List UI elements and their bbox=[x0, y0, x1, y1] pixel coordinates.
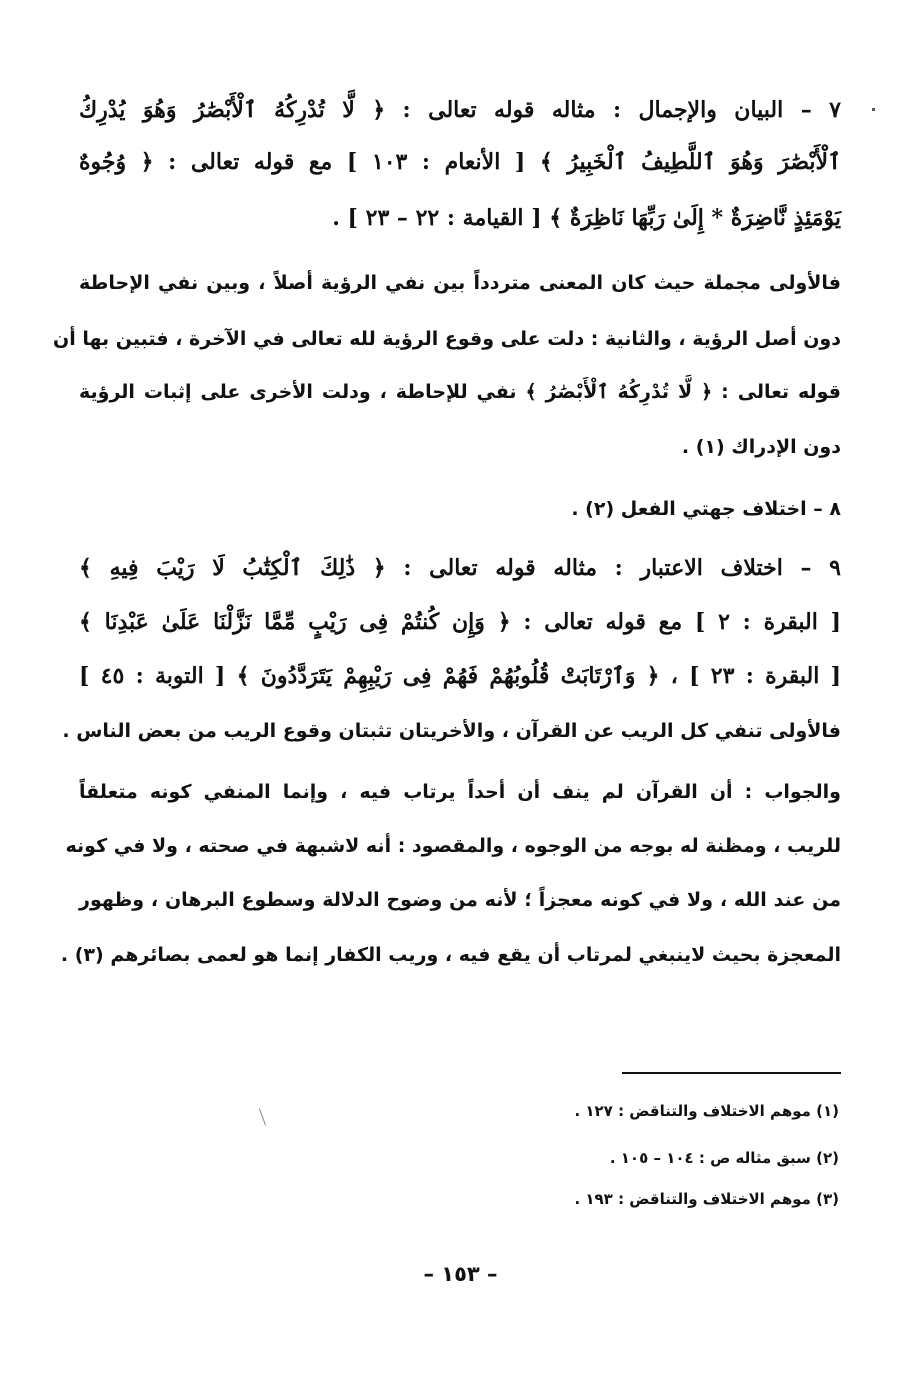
line-12: فالأولى تنفي كل الريب عن القرآن ، والأخريتان تثبتان وقوع الريب من بعض الناس . bbox=[62, 720, 841, 742]
footnote-3: (٣) موهم الاختلاف والتناقض : ١٩٣ . bbox=[574, 1190, 839, 1208]
line-8: ٨ – اختلاف جهتي الفعل (٢) . bbox=[571, 498, 841, 520]
line-10: [ البقرة : ٢ ] مع قوله تعالى : ﴿ وَإِن كُنتُمْ فِى رَيْبٍ مِّمَّا نَزَّلْنَا عَلَىٰ عَبْدِنَا ﴾ bbox=[79, 609, 841, 635]
scan-speck bbox=[872, 108, 875, 111]
page-number: – ١٥٣ – bbox=[423, 1262, 498, 1286]
line-3: يَوْمَئِذٍ نَّاضِرَةٌ * إِلَىٰ رَبِّهَا نَاظِرَةٌ ﴾ [ القيامة : ٢٢ – ٢٣ ] . bbox=[332, 205, 841, 231]
line-4: فالأولى مجملة حيث كان المعنى متردداً بين نفي الرؤية أصلاً ، وبين نفي الإحاطة bbox=[79, 272, 841, 294]
scan-mark bbox=[259, 1108, 266, 1125]
line-14: للريب ، ومظنة له بوجه من الوجوه ، والمقصود : أنه لاشبهة في صحته ، ولا في كونه bbox=[65, 835, 841, 857]
line-11: [ البقرة : ٢٣ ] ، ﴿ وَٱرْتَابَتْ قُلُوبُهُمْ فَهُمْ فِى رَيْبِهِمْ يَتَرَدَّدُونَ ﴾ [ التوبة : ٤٥ ] bbox=[79, 663, 841, 689]
line-16: المعجزة بحيث لاينبغي لمرتاب أن يقع فيه ، وريب الكفار إنما هو لعمى بصائرهم (٣) . bbox=[60, 944, 841, 966]
line-5: دون أصل الرؤية ، والثانية : دلت على وقوع الرؤية لله تعالى في الآخرة ، فتبين بها أن bbox=[53, 328, 841, 350]
footnote-1: (١) موهم الاختلاف والتناقض : ١٢٧ . bbox=[574, 1102, 839, 1120]
line-1: ٧ – البيان والإجمال : مثاله قوله تعالى : ﴿ لَّا تُدْرِكُهُ ٱلْأَبْصَٰرُ وَهُوَ يُدْرِكُ bbox=[79, 97, 841, 123]
line-2: ٱلْأَبْصَٰرَ وَهُوَ ٱللَّطِيفُ ٱلْخَبِيرُ ﴾ [ الأنعام : ١٠٣ ] مع قوله تعالى : ﴿ وُجُوهٌ bbox=[79, 149, 841, 175]
line-6: قوله تعالى : ﴿ لَّا تُدْرِكُهُ ٱلْأَبْصَٰرُ ﴾ نفي للإحاطة ، ودلت الأخرى على إثبات الرؤية bbox=[79, 381, 841, 403]
line-15: من عند الله ، ولا في كونه معجزاً ؛ لأنه من وضوح الدلالة وسطوع البرهان ، وظهور bbox=[79, 889, 841, 911]
footnote-2: (٢) سبق مثاله ص : ١٠٤ – ١٠٥ . bbox=[609, 1149, 839, 1167]
line-13: والجواب : أن القرآن لم ينف أن أحداً يرتاب فيه ، وإنما المنفي كونه متعلقاً bbox=[79, 781, 841, 803]
line-7: دون الإدراك (١) . bbox=[681, 436, 841, 458]
footnote-divider bbox=[622, 1072, 841, 1074]
line-9: ٩ – اختلاف الاعتبار : مثاله قوله تعالى : ﴿ ذَٰلِكَ ٱلْكِتَٰبُ لَا رَيْبَ فِيهِ ﴾ bbox=[79, 555, 841, 581]
